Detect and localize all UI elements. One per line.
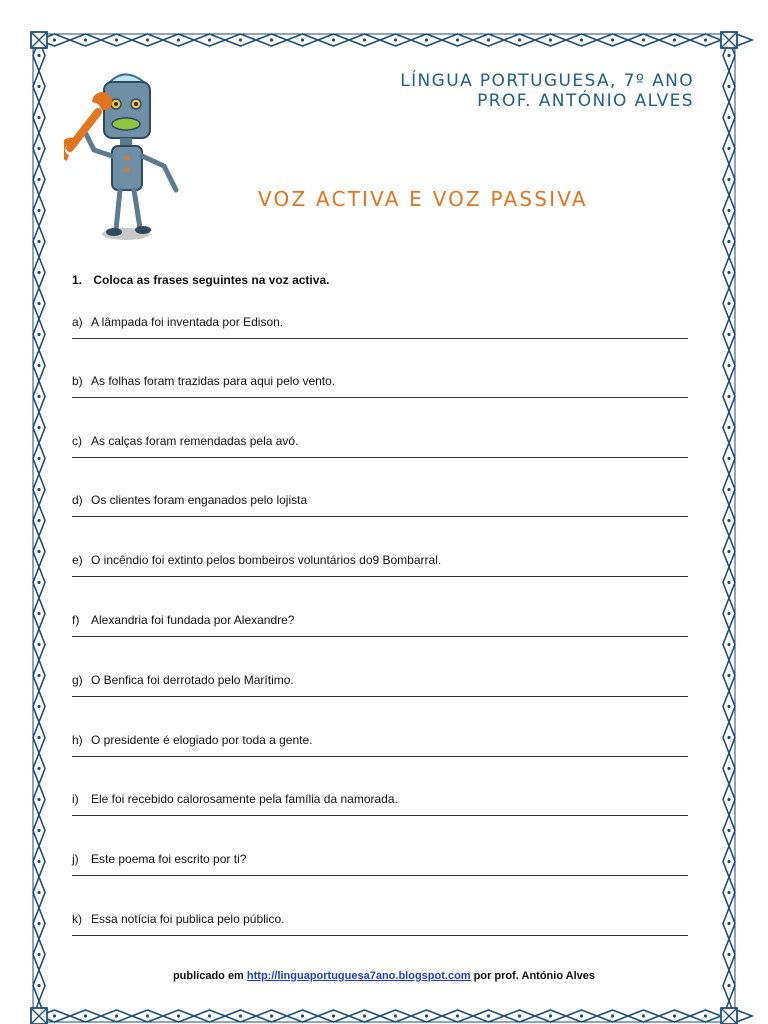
item-letter: g) — [72, 673, 83, 687]
exercise-item — [72, 433, 688, 473]
footer-prefix: publicado em — [172, 970, 247, 982]
item-letter: i) — [72, 792, 79, 806]
item-letter: e) — [72, 553, 83, 567]
answer-line[interactable] — [72, 815, 688, 816]
footer-suffix: por prof. António Alves — [470, 970, 596, 982]
exercise-item — [72, 552, 688, 592]
item-sentence: Este poema foi escrito por ti? — [91, 852, 247, 866]
item-sentence: Alexandria foi fundada por Alexandre? — [91, 613, 295, 627]
item-letter: h) — [72, 733, 83, 747]
subject-heading: LÍNGUA PORTUGUESA, 7º ANO — [400, 71, 694, 91]
exercise-item — [72, 612, 688, 652]
exercise-item — [72, 911, 688, 951]
exercise-instruction-text: Coloca as frases seguintes na voz activa. — [93, 273, 330, 287]
answer-line[interactable] — [72, 516, 688, 517]
item-letter: f) — [72, 613, 80, 627]
exercise-item — [72, 672, 688, 712]
exercise-item — [72, 492, 688, 532]
item-sentence: O presidente é elogiado por toda a gente. — [91, 733, 313, 747]
answer-line[interactable] — [72, 756, 688, 757]
answer-line[interactable] — [72, 696, 688, 697]
blog-link[interactable]: http://linguaportuguesa7ano.blogspot.com — [246, 970, 471, 982]
answer-line[interactable] — [72, 338, 688, 339]
exercise-item — [72, 732, 688, 772]
exercise-item — [72, 791, 688, 831]
answer-line[interactable] — [72, 576, 688, 577]
item-letter: c) — [72, 434, 82, 448]
item-sentence: Os clientes foram enganados pelo lojista — [91, 493, 308, 507]
item-sentence: O Benfica foi derrotado pelo Marítimo. — [91, 673, 294, 687]
exercise-instruction — [72, 273, 329, 287]
robot-with-wrench-icon — [64, 62, 194, 247]
item-sentence: A lâmpada foi inventada por Edison. — [91, 315, 284, 329]
item-sentence: Ele foi recebido calorosamente pela família da namorada. — [91, 792, 398, 806]
answer-line[interactable] — [72, 935, 688, 936]
worksheet-title: VOZ ACTIVA E VOZ PASSIVA — [258, 187, 588, 211]
item-sentence: As folhas foram trazidas para aqui pelo vento. — [91, 374, 336, 388]
exercise-number: 1. — [72, 273, 83, 287]
item-sentence: As calças foram remendadas pela avó. — [91, 434, 299, 448]
answer-line[interactable] — [72, 875, 688, 876]
answer-line[interactable] — [72, 397, 688, 398]
item-sentence: O incêndio foi extinto pelos bombeiros voluntários do9 Bombarral. — [91, 553, 442, 567]
item-letter: b) — [72, 374, 83, 388]
exercise-item — [72, 314, 688, 354]
answer-line[interactable] — [72, 457, 688, 458]
footer-credit — [0, 970, 768, 982]
teacher-heading: PROF. ANTÓNIO ALVES — [477, 91, 694, 111]
item-letter: d) — [72, 493, 83, 507]
item-sentence: Essa notícia foi publica pelo público. — [91, 912, 285, 926]
item-letter: k) — [72, 912, 82, 926]
exercise-item — [72, 373, 688, 413]
answer-line[interactable] — [72, 636, 688, 637]
item-letter: j) — [72, 852, 79, 866]
item-letter: a) — [72, 315, 83, 329]
exercise-item — [72, 851, 688, 891]
